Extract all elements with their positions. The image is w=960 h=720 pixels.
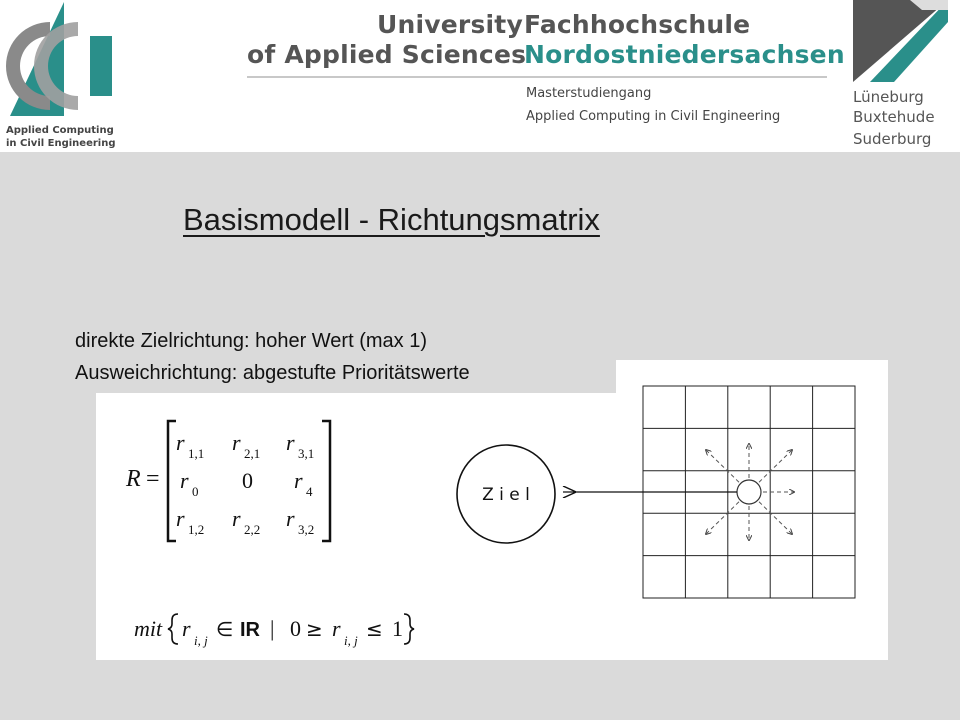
constraint-zero: 0 [290, 616, 301, 641]
matrix-r22: r [232, 506, 241, 531]
constraint-sub1: i, j [194, 633, 208, 648]
matrix-r21-sub: 2,1 [244, 446, 261, 461]
matrix-r11: r [176, 430, 185, 455]
bullet-direct-direction: direkte Zielrichtung: hoher Wert (max 1) [75, 330, 427, 352]
constraint-one: 1 [392, 616, 403, 641]
constraint-elem: ∈ [216, 617, 234, 641]
constraint-set: IR [240, 619, 260, 641]
goal-target [457, 445, 555, 543]
program-line-1: Masterstudiengang [526, 86, 652, 101]
matrix-equals: = [146, 466, 160, 492]
fachhochschule-label: Fachhochschule [524, 10, 751, 39]
constraint-r2: r [332, 616, 341, 641]
logo-caption-1: Applied Computing [6, 125, 114, 136]
nordostniedersachsen-label: Nordostniedersachsen [524, 40, 845, 69]
matrix-r21: r [232, 430, 241, 455]
applied-sciences-label: of Applied Sciences [247, 40, 527, 69]
matrix-lhs: R [126, 466, 141, 492]
agent-cell-circle [737, 480, 761, 504]
matrix-r31: r [286, 430, 295, 455]
bullet-evasive-direction: Ausweichrichtung: abgestufte Prioritätswerte [75, 362, 470, 384]
matrix-center-zero: 0 [242, 468, 253, 493]
matrix-r22-sub: 2,2 [244, 522, 261, 537]
constraint-mit: mit [134, 616, 163, 641]
constraint-r1: r [182, 616, 191, 641]
matrix-r4-sub: 4 [306, 484, 313, 499]
matrix-r32-sub: 3,2 [298, 522, 315, 537]
program-line-2: Applied Computing in Civil Engineering [526, 109, 781, 124]
constraint-sub2: i, j [344, 633, 358, 648]
city-buxtehude: Buxtehude [853, 108, 935, 126]
matrix-r0-sub: 0 [192, 484, 199, 499]
constraint-bar: | [270, 616, 275, 641]
matrix-r12-sub: 1,2 [188, 522, 205, 537]
matrix-r4: r [294, 468, 303, 493]
constraint-geq: ≥ [306, 617, 323, 641]
constraint-leq: ≤ [366, 617, 383, 641]
slide-title: Basismodell - Richtungsmatrix [183, 202, 600, 237]
matrix-r12: r [176, 506, 185, 531]
logo-caption-2: in Civil Engineering [6, 138, 116, 149]
matrix-r32: r [286, 506, 295, 531]
matrix-r0: r [180, 468, 189, 493]
university-label: University [377, 10, 523, 39]
city-lueneburg: Lüneburg [853, 88, 924, 106]
matrix-r11-sub: 1,1 [188, 446, 205, 461]
city-suderburg: Suderburg [853, 130, 932, 148]
goal-label: Z i e l [482, 485, 530, 505]
matrix-r31-sub: 3,1 [298, 446, 315, 461]
